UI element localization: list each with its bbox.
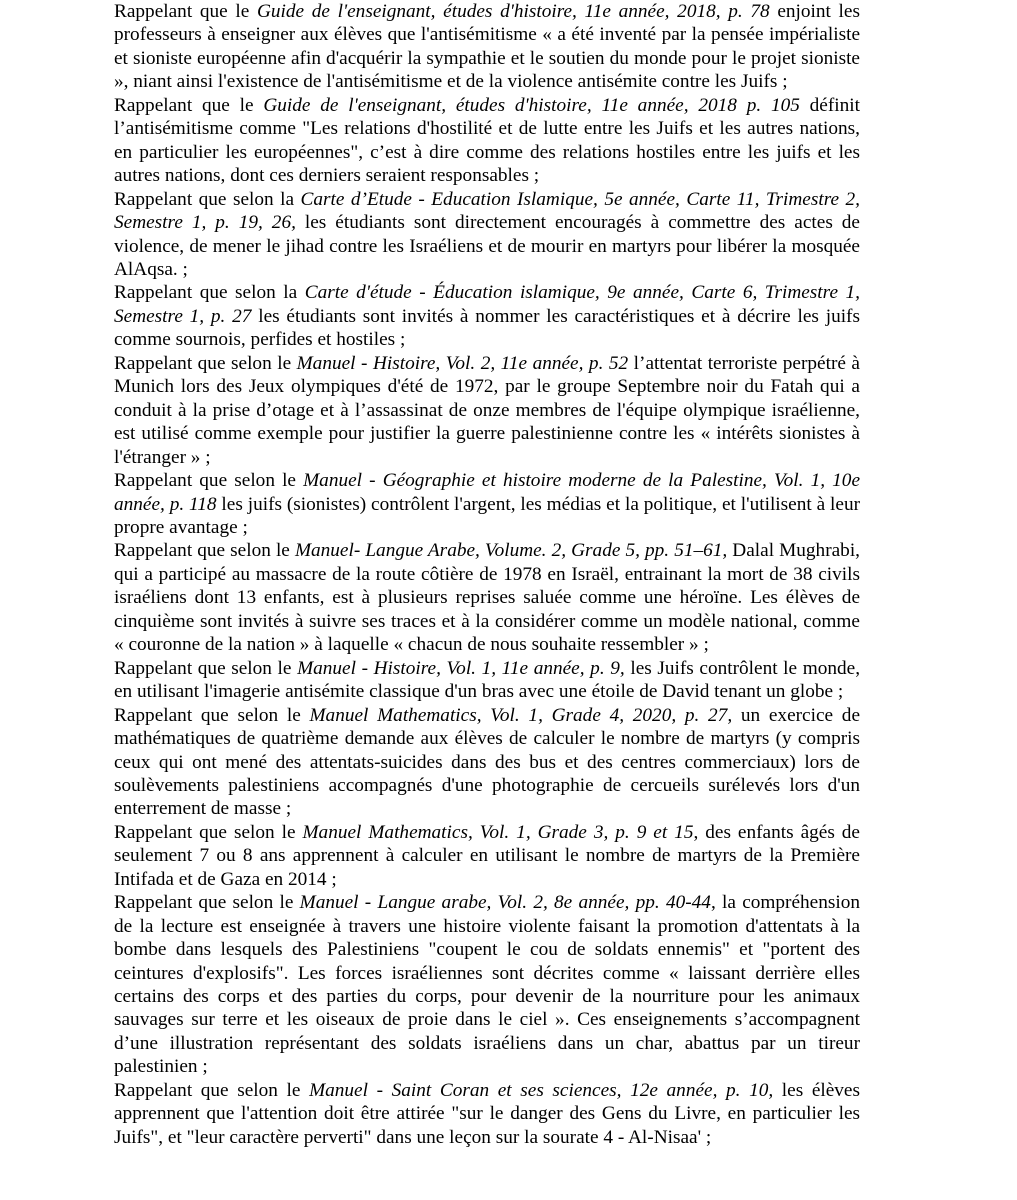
paragraph-text: les étudiants sont invités à nommer les caractéristiques et à décrire les juifs comme sournois, perfides et hostiles ; [114,305,860,351]
paragraph-carte-9e [114,281,860,351]
paragraph-lead: Rappelant que selon le [114,470,304,492]
paragraph-lead: Rappelant que selon le [114,821,303,843]
paragraph-langue-arabe-grade5 [114,539,860,656]
citation: Manuel - Histoire, Vol. 1, 11e année, p. 9, [297,657,625,679]
citation: Manuel - Histoire, Vol. 2, 11e année, p. 52 [296,352,629,374]
paragraph-lead: Rappelant que le [114,1,257,22]
paragraph-lead: Rappelant que selon le [114,540,295,562]
citation: Carte d'étude - Éducation islamique, 9e année, Carte 6, Trimestre 1, Semestre 1, p. 27 [114,282,860,327]
document-body [114,0,860,1149]
paragraph-histoire-vol1 [114,657,860,704]
paragraph-text: , des enfants âgés de seulement 7 ou 8 ans apprennent à calculer en utilisant le nombre de martyrs de la Première Intifada et de Gaza en 2014 ; [114,821,860,890]
paragraph-lead: Rappelant que selon le [114,892,300,914]
paragraph-text: les étudiants sont directement encouragés à commettre des actes de violence, de mener le jihad contre les Israéliens et de mourir en martyrs pour libérer la mosquée AlAqsa. ; [114,212,860,280]
paragraph-lead: Rappelant que le [114,94,264,116]
paragraph-text: Dalal Mughrabi, qui a participé au massacre de la route côtière de 1978 en Israël, entrainant la mort de 38 civils israéliens dont 13 enfants, est à plusieurs reprises saluée comme une héroïne. Les élèves de cinquième sont invités à suivre ses traces et à la considérer comme un modèle national, comme « couronne de la nation » à laquelle « chacun de nous souhaite ressembler » ; [114,540,860,656]
paragraph-geographie [114,469,860,539]
citation: Manuel - Langue arabe, Vol. 2, 8e année, pp. 40-44 [299,892,711,914]
paragraph-text: les Juifs contrôlent le monde, en utilisant l'imagerie antisémite classique d'un bras avec une étoile de David tenant un globe ; [114,657,861,703]
citation: Guide de l'enseignant, études d'histoire, 11e année, 2018 p. 105 [263,94,800,116]
citation: Manuel Mathematics, Vol. 1, Grade 4, 2020, p. 27, [309,704,733,726]
paragraph-math-grade3 [114,821,860,891]
paragraph-text: l’attentat terroriste perpétré à Munich lors des Jeux olympiques d'été de 1972, par le groupe Septembre noir du Fatah qui a conduit à la prise d’otage et à l’assassinat de onze membres de l'équipe olympique israélienne, est utilisé comme exemple pour justifier la guerre palestinienne contre les « intérêts sionistes à l'étranger » ; [114,352,860,468]
paragraph-math-grade4 [114,704,860,821]
paragraph-lead: Rappelant que selon la [114,282,305,304]
paragraph-text: définit l’antisémitisme comme "Les relations d'hostilité et de lutte entre les Juifs et les autres nations, en particulier les européennes", c’est à dire comme des relations hostiles entre les juifs et les autres nations, dont ces derniers seraient responsables ; [114,94,860,187]
paragraph-text: les élèves apprennent que l'attention doit être attirée "sur le danger des Gens du Livre, en particulier les Juifs", et "leur caractère perverti" dans une leçon sur la sourate 4 - Al-Nisaa' ; [114,1079,860,1148]
paragraph-lead: Rappelant que selon le [114,657,298,679]
paragraph-lead: Rappelant que selon le [114,1079,310,1101]
paragraph-saint-coran [114,1079,860,1149]
citation: Manuel- Langue Arabe, Volume. 2, Grade 5, pp. 51–61, [294,540,728,562]
citation: Manuel - Géographie et histoire moderne de la Palestine, Vol. 1, 10e année, p. 118 [114,470,860,515]
citation: Guide de l'enseignant, études d'histoire, 11e année, 2018, p. 78 [256,1,770,22]
paragraph-text: enjoint les professeurs à enseigner aux élèves que l'antisémitisme « a été inventé par la pensée impérialiste et sioniste européenne afin d'acquérir la sympathie et le soutien du monde pour le projet sioniste », niant ainsi l'existence de l'antisémitisme et de la violence antisémite contre les Juifs ; [114,1,860,93]
paragraph-text: les juifs (sionistes) contrôlent l'argent, les médias et la politique, et l'utilisent à leur propre avantage ; [114,493,861,538]
paragraph-guide-78 [114,0,860,94]
paragraph-text: , la compréhension de la lecture est enseignée à travers une histoire violente faisant la promotion d'attentats à la bombe dans lesquels des Palestiniens "coupent le cou de soldats ennemis" et "portent des ceintures d'explosifs". Les forces israéliennes sont décrites comme « laissant derrière elles certains des corps et des parties du corps, pour devenir de la nourriture pour les animaux sauvages sur terre et les oiseaux de proie dans le ciel ». Ces enseignements s’accompagnent d’une illustration représentant des soldats israéliens dans un char, abattus par un tireur palestinien ; [114,892,860,1078]
paragraph-guide-105 [114,94,860,188]
citation: Manuel - Saint Coran et ses sciences, 12e année, p. 10, [309,1079,774,1101]
paragraph-langue-arabe-8e [114,891,860,1079]
paragraph-carte-5e [114,188,860,282]
paragraph-lead: Rappelant que selon le [114,352,297,374]
paragraph-lead: Rappelant que selon le [114,704,310,726]
paragraph-text: un exercice de mathématiques de quatrième demande aux élèves de calculer le nombre de martyrs (y compris ceux qui ont mené des attentats-suicides dans des bus et des centres commerciaux) lors de soulèvements palestiniens accompagnés d'une photographie de cercueils surélevés lors d'un enterrement de masse ; [114,704,860,820]
citation: Manuel Mathematics, Vol. 1, Grade 3, p. 9 et 15 [302,821,694,843]
paragraph-histoire-munich [114,352,860,469]
citation: Carte d’Etude - Education Islamique, 5e année, Carte 11, Trimestre 2, Semestre 1, p. 19, 26, [114,188,860,234]
paragraph-lead: Rappelant que selon la [114,188,301,210]
